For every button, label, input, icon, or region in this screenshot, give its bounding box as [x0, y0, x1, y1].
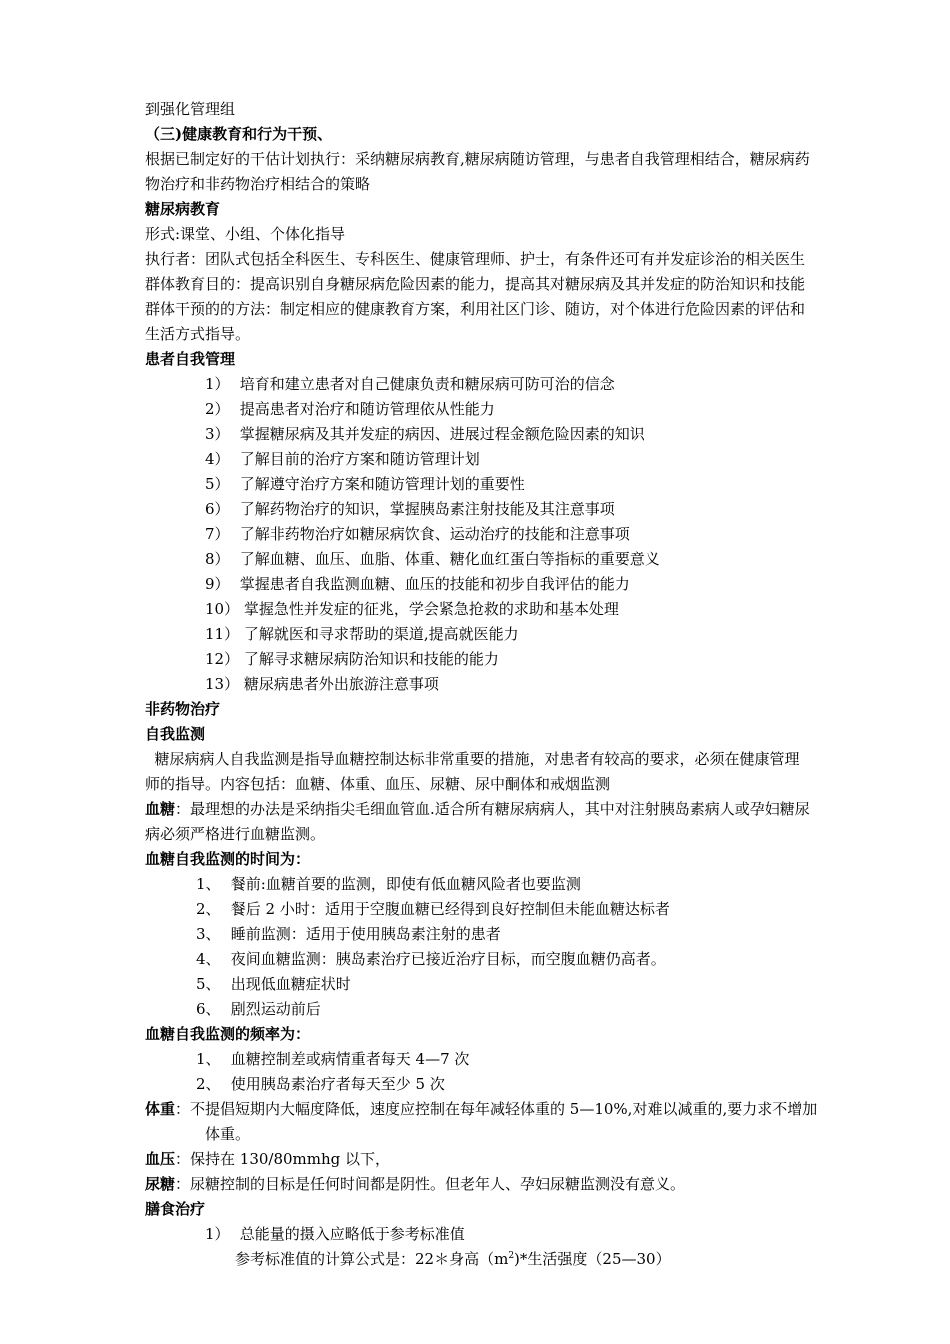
heading-self-management: 患者自我管理	[145, 350, 236, 368]
group-intervention-method-line-2: 生活方式指导。	[145, 325, 251, 343]
section-heading-intervention: （三)健康教育和行为干预、	[145, 125, 333, 143]
list-item: 6） 了解药物治疗的知识，掌握胰岛素注射技能及其注意事项	[205, 500, 615, 518]
heading-glucose-monitoring-time: 血糖自我监测的时间为：	[145, 850, 311, 868]
list-item: 2） 提高患者对治疗和随访管理依从性能力	[205, 400, 495, 418]
list-item: 2、 餐后 2 小时：适用于空腹血糖已经得到良好控制但未能血糖达标者	[196, 900, 670, 918]
blood-pressure-line: 血压：保持在 130/80mmhg 以下，	[145, 1150, 391, 1168]
education-form: 形式:课堂、小组、个体化指导	[145, 225, 346, 243]
list-item: 1、 餐前:血糖首要的监测，即使有低血糖风险者也要监测	[196, 875, 581, 893]
self-monitoring-line-1: 糖尿病病人自我监测是指导血糖控制达标非常重要的措施，对患者有较高的要求，必须在健康管理	[145, 750, 800, 768]
list-item: 11） 了解就医和寻求帮助的渠道,提高就医能力	[205, 625, 519, 643]
list-item: 4、 夜间血糖监测：胰岛素治疗已接近治疗目标，而空腹血糖仍高者。	[196, 950, 666, 968]
list-item: 5） 了解遵守治疗方案和随访管理计划的重要性	[205, 475, 525, 493]
text-line: 到强化管理组	[145, 100, 236, 118]
list-item: 3） 掌握糖尿病及其并发症的病因、进展过程金额危险因素的知识	[205, 425, 645, 443]
weight-paragraph-line-1: 体重：不提倡短期内大幅度降低，速度应控制在每年减轻体重的 5—10%,对难以减重的,要力求不增加	[145, 1100, 818, 1118]
list-item: 8） 了解血糖、血压、血脂、体重、糖化血红蛋白等指标的重要意义	[205, 550, 660, 568]
paragraph-plan-line-1: 根据已制定好的干估计划执行：采纳糖尿病教育,糖尿病随访管理，与患者自我管理相结合，糖尿病药	[145, 150, 810, 168]
blood-pressure-label: 血压	[145, 1150, 176, 1168]
list-item: 1、 血糖控制差或病情重者每天 4—7 次	[196, 1050, 470, 1068]
heading-education: 糖尿病教育	[145, 200, 221, 218]
heading-non-drug-therapy: 非药物治疗	[145, 700, 221, 718]
weight-paragraph-line-2: 体重。	[205, 1125, 251, 1143]
list-item: 9） 掌握患者自我监测血糖、血压的技能和初步自我评估的能力	[205, 575, 630, 593]
list-item: 1） 培育和建立患者对自己健康负责和糖尿病可防可治的信念	[205, 375, 615, 393]
list-item: 13） 糖尿病患者外出旅游注意事项	[205, 675, 439, 693]
list-item: 3、 睡前监测：适用于使用胰岛素注射的患者	[196, 925, 501, 943]
list-item: 7） 了解非药物治疗如糖尿病饮食、运动治疗的技能和注意事项	[205, 525, 630, 543]
reference-formula: 参考标准值的计算公式是：22＊身高$(m^2)*$生活强度（25—30）	[235, 1250, 671, 1268]
list-item: 5、 出现低血糖症状时	[196, 975, 351, 993]
heading-self-monitoring: 自我监测	[145, 725, 206, 743]
blood-glucose-label: 血糖	[145, 800, 176, 818]
group-intervention-method-line-1: 群体干预的的方法：制定相应的健康教育方案，利用社区门诊、随访，对个体进行危险因素的评估和	[145, 300, 806, 318]
list-item: 4） 了解目前的治疗方案和随访管理计划	[205, 450, 480, 468]
list-item: 6、 剧烈运动前后	[196, 1000, 321, 1018]
education-executor: 执行者：团队式包括全科医生、专科医生、健康管理师、护士，有条件还可有并发症诊治的相关医生	[145, 250, 806, 268]
list-item: 2、 使用胰岛素治疗者每天至少 5 次	[196, 1075, 445, 1093]
blood-glucose-paragraph-line-1: 血糖：最理想的办法是采纳指尖毛细血管血.适合所有糖尿病病人，其中对注射胰岛素病人或孕妇糖尿	[145, 800, 810, 818]
self-monitoring-line-2: 师的指导。内容包括：血糖、体重、血压、尿糖、尿中酮体和戒烟监测	[145, 775, 611, 793]
list-item: 12） 了解寻求糖尿病防治知识和技能的能力	[205, 650, 499, 668]
list-item: 10） 掌握急性并发症的征兆，学会紧急抢救的求助和基本处理	[205, 600, 619, 618]
weight-label: 体重	[145, 1100, 176, 1118]
group-education-goal: 群体教育目的：提高识别自身糖尿病危险因素的能力，提高其对糖尿病及其并发症的防治知识和技能	[145, 275, 806, 293]
blood-glucose-paragraph-line-2: 病必须严格进行血糖监测。	[145, 825, 326, 843]
heading-glucose-monitoring-frequency: 血糖自我监测的频率为：	[145, 1025, 311, 1043]
heading-diet-therapy: 膳食治疗	[145, 1200, 206, 1218]
list-item: 1） 总能量的摄入应略低于参考标准值	[205, 1225, 465, 1243]
paragraph-plan-line-2: 物治疗和非药物治疗相结合的策略	[145, 175, 371, 193]
urine-glucose-line: 尿糖：尿糖控制的目标是任何时间都是阴性。但老年人、孕妇尿糖监测没有意义。	[145, 1175, 686, 1193]
urine-glucose-label: 尿糖	[145, 1175, 176, 1193]
